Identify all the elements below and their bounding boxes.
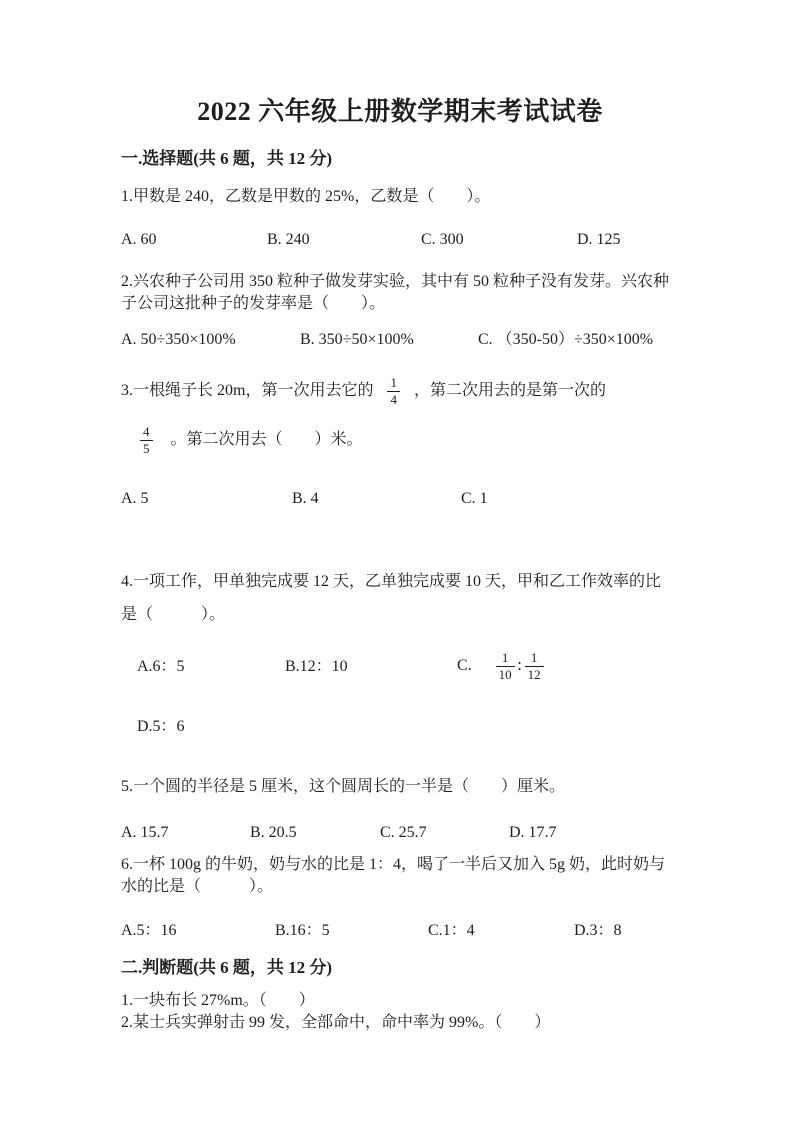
- q1-option-c: C. 300: [421, 231, 464, 248]
- q3-text-mid: ，第二次用去的是第一次的: [413, 382, 606, 399]
- q1-option-d: D. 125: [577, 231, 621, 248]
- fraction-1-12: $\frac{1}{12}$: [525, 651, 544, 682]
- q1-option-a: A. 60: [121, 231, 157, 248]
- q6-text-line2: 水的比是（ ）。: [121, 878, 274, 895]
- q5-option-c: C. 25.7: [380, 824, 427, 841]
- section2-heading: 二.判断题(共 6 题，共 12 分): [121, 958, 333, 977]
- section2-item-1: 1.一块布长 27%m。（ ）: [121, 992, 315, 1009]
- q3-text-before: 3.一根绳子长 20m，第一次用去它的: [121, 382, 374, 399]
- q5-option-d: D. 17.7: [509, 824, 557, 841]
- q5-option-b: B. 20.5: [250, 824, 297, 841]
- q3-text-line1: [121, 371, 606, 411]
- page-title: 2022 六年级上册数学期末考试试卷: [197, 97, 603, 126]
- q2-option-c: C. （350-50）÷350×100%: [478, 331, 654, 348]
- ratio-colon: ∶: [517, 658, 522, 675]
- q5-option-a: A. 15.7: [121, 824, 169, 841]
- q3-option-b: B. 4: [292, 490, 319, 507]
- q3-options: [0, 489, 800, 513]
- q3-text-after: 。第二次用去（ ）米。: [170, 431, 363, 448]
- q2-text-line2: 子公司这批种子的发芽率是（ ）。: [121, 295, 386, 312]
- q6-options: [0, 921, 800, 945]
- q4-option-b: B.12：10: [285, 658, 348, 675]
- q1-options: [0, 230, 800, 254]
- q4-text-line1: 4.一项工作，甲单独完成要 12 天，乙单独完成要 10 天，甲和乙工作效率的比: [121, 573, 662, 590]
- fraction-1-10: $\frac{1}{10}$: [496, 651, 515, 682]
- q4-option-c: [457, 642, 544, 690]
- q4-option-d: D.5：6: [137, 718, 185, 735]
- q2-option-b: B. 350÷50×100%: [300, 331, 414, 348]
- q6-option-a: A.5：16: [121, 922, 177, 939]
- q4-options: [0, 642, 800, 690]
- q1-text: 1.甲数是 240，乙数是甲数的 25%，乙数是（ ）。: [121, 188, 491, 205]
- q4-text-line2: 是（ ）。: [121, 606, 226, 623]
- q5-text: 5.一个圆的半径是 5 厘米，这个圆周长的一半是（ ）厘米。: [121, 778, 566, 795]
- q1-option-b: B. 240: [267, 231, 310, 248]
- fraction-1-4: $\frac{1}{4}$: [387, 376, 400, 407]
- fraction-4-5: $\frac{4}{5}$: [140, 425, 153, 456]
- section2-item-2: 2.某士兵实弹射击 99 发，全部命中，命中率为 99%。（ ）: [121, 1014, 551, 1031]
- q6-option-c: C.1：4: [428, 922, 475, 939]
- q3-option-a: A. 5: [121, 490, 149, 507]
- q6-option-d: D.3：8: [574, 922, 622, 939]
- q2-option-a: A. 50÷350×100%: [121, 331, 236, 348]
- q6-text-line1: 6.一杯 100g 的牛奶，奶与水的比是 1：4，喝了一半后又加入 5g 奶，此时奶与: [121, 856, 666, 873]
- q4-option-c-label: C.: [457, 657, 472, 674]
- q3-text-line2: [140, 423, 363, 457]
- q6-option-b: B.16：5: [275, 922, 330, 939]
- q2-text-line1: 2.兴农种子公司用 350 粒种子做发芽实验，其中有 50 粒种子没有发芽。兴农种: [121, 273, 670, 290]
- q4-option-a: A.6：5: [137, 658, 185, 675]
- q3-option-c: C. 1: [461, 490, 488, 507]
- q5-options: [0, 823, 800, 847]
- section1-heading: 一.选择题(共 6 题，共 12 分): [121, 149, 333, 168]
- q2-options: [0, 330, 800, 354]
